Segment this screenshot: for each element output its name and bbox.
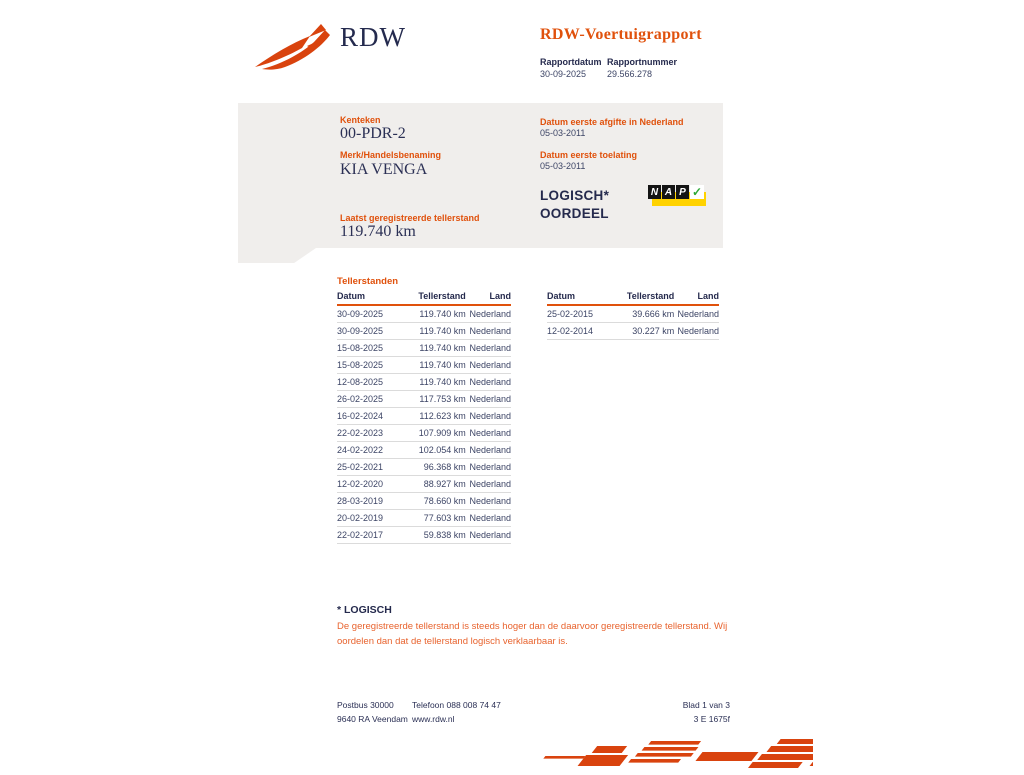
tellerstanden-title: Tellerstanden — [337, 276, 399, 287]
cell-datum: 12-08-2025 — [337, 374, 403, 391]
eerste-afgifte-value: 05-03-2011 — [540, 128, 586, 138]
cell-land: Nederland — [466, 459, 511, 476]
column-header-land: Land — [466, 289, 511, 305]
merk-value: KIA VENGA — [340, 161, 428, 178]
column-header-tellerstand: Tellerstand — [612, 289, 674, 305]
cell-tellerstand: 30.227 km — [612, 323, 674, 340]
cell-land: Nederland — [466, 425, 511, 442]
table-row — [547, 323, 719, 340]
cell-land: Nederland — [466, 408, 511, 425]
rdw-feather-logo-icon — [252, 22, 334, 72]
laatste-tellerstand-label: Laatst geregistreerde tellerstand — [340, 213, 480, 223]
cell-datum: 15-08-2025 — [337, 340, 403, 357]
cell-tellerstand: 96.368 km — [403, 459, 466, 476]
column-header-land: Land — [674, 289, 719, 305]
eerste-toelating-value: 05-03-2011 — [540, 161, 586, 171]
cell-land: Nederland — [466, 357, 511, 374]
report-number-value: 29.566.278 — [607, 69, 653, 79]
cell-tellerstand: 119.740 km — [403, 340, 466, 357]
cell-land: Nederland — [466, 493, 511, 510]
table-row — [337, 374, 511, 391]
cell-datum: 28-03-2019 — [337, 493, 403, 510]
nap-logo — [648, 185, 710, 209]
column-header-datum: Datum — [547, 289, 612, 305]
rdw-logo-text: RDW — [340, 22, 406, 52]
cell-datum: 16-02-2024 — [337, 408, 403, 425]
logisch-footnote-text: De geregistreerde tellerstand is steeds hoger dan de daarvoor geregistreerde tellerstand. Wij oordelen dan dat de tellerstand logisch verklaarbaar is. — [337, 621, 728, 647]
vehicle-summary-panel — [238, 103, 723, 248]
footer-form-code: 3 E 1675f — [693, 714, 730, 724]
cell-tellerstand: 119.740 km — [403, 323, 466, 340]
footer-phone: Telefoon 088 008 74 47 — [412, 700, 501, 710]
cell-land: Nederland — [466, 476, 511, 493]
cell-land: Nederland — [466, 374, 511, 391]
nap-letter-n: N — [648, 185, 661, 199]
table-row — [337, 425, 511, 442]
cell-land: Nederland — [466, 305, 511, 323]
table-row — [337, 527, 511, 544]
footer-website: www.rdw.nl — [412, 714, 455, 724]
table-header-row — [547, 289, 719, 305]
cell-tellerstand: 119.740 km — [403, 374, 466, 391]
cell-tellerstand: 117.753 km — [403, 391, 466, 408]
table-row — [337, 476, 511, 493]
cell-datum: 20-02-2019 — [337, 510, 403, 527]
rdw-stripes-graphic-icon — [543, 736, 813, 770]
cell-land: Nederland — [674, 305, 719, 323]
eerste-afgifte-label: Datum eerste afgifte in Nederland — [540, 117, 684, 127]
cell-datum: 26-02-2025 — [337, 391, 403, 408]
table-row — [337, 340, 511, 357]
kenteken-value: 00-PDR-2 — [340, 125, 406, 142]
table-row — [337, 459, 511, 476]
cell-tellerstand: 39.666 km — [612, 305, 674, 323]
nap-letter-p: P — [676, 185, 689, 199]
cell-tellerstand: 119.740 km — [403, 305, 466, 323]
page-title: RDW-Voertuigrapport — [540, 26, 702, 43]
cell-datum: 24-02-2022 — [337, 442, 403, 459]
cell-datum: 30-09-2025 — [337, 323, 403, 340]
cell-datum: 15-08-2025 — [337, 357, 403, 374]
column-header-tellerstand: Tellerstand — [403, 289, 466, 305]
cell-land: Nederland — [466, 323, 511, 340]
cell-land: Nederland — [466, 510, 511, 527]
cell-tellerstand: 77.603 km — [403, 510, 466, 527]
cell-datum: 25-02-2015 — [547, 305, 612, 323]
nap-checkmark-icon: ✓ — [691, 185, 703, 199]
merk-label: Merk/Handelsbenaming — [340, 150, 442, 160]
table-row — [337, 357, 511, 374]
cell-tellerstand: 107.909 km — [403, 425, 466, 442]
cell-datum: 12-02-2014 — [547, 323, 612, 340]
tellerstanden-table-right — [547, 289, 719, 340]
cell-land: Nederland — [466, 527, 511, 544]
laatste-tellerstand-value: 119.740 km — [340, 223, 416, 240]
table-row — [337, 493, 511, 510]
cell-datum: 22-02-2017 — [337, 527, 403, 544]
table-row — [337, 442, 511, 459]
cell-land: Nederland — [466, 391, 511, 408]
oordeel-line1: LOGISCH* — [540, 188, 610, 203]
cell-tellerstand: 102.054 km — [403, 442, 466, 459]
cell-tellerstand: 78.660 km — [403, 493, 466, 510]
table-row — [337, 510, 511, 527]
cell-land: Nederland — [466, 442, 511, 459]
footer-page-number: Blad 1 van 3 — [682, 700, 730, 710]
table-row — [547, 305, 719, 323]
cell-datum: 30-09-2025 — [337, 305, 403, 323]
report-date-label: Rapportdatum — [540, 57, 602, 67]
report-number-label: Rapportnummer — [607, 57, 678, 67]
cell-tellerstand: 112.623 km — [403, 408, 466, 425]
table-row — [337, 305, 511, 323]
logisch-footnote-title: * LOGISCH — [337, 604, 392, 616]
table-row — [337, 408, 511, 425]
cell-datum: 25-02-2021 — [337, 459, 403, 476]
table-row — [337, 391, 511, 408]
tellerstanden-table-left — [337, 289, 511, 544]
kenteken-label: Kenteken — [340, 115, 381, 125]
oordeel-line2: OORDEEL — [540, 206, 609, 222]
footer-address-line1: Postbus 30000 — [337, 700, 394, 710]
report-date-value: 30-09-2025 — [540, 69, 587, 79]
cell-land: Nederland — [674, 323, 719, 340]
table-header-row — [337, 289, 511, 305]
cell-datum: 22-02-2023 — [337, 425, 403, 442]
footer-address-line2: 9640 RA Veendam — [337, 714, 408, 724]
cell-tellerstand: 88.927 km — [403, 476, 466, 493]
nap-letter-a: A — [662, 185, 675, 199]
table-row — [337, 323, 511, 340]
cell-tellerstand: 59.838 km — [403, 527, 466, 544]
column-header-datum: Datum — [337, 289, 403, 305]
eerste-toelating-label: Datum eerste toelating — [540, 150, 638, 160]
cell-datum: 12-02-2020 — [337, 476, 403, 493]
cell-tellerstand: 119.740 km — [403, 357, 466, 374]
cell-land: Nederland — [466, 340, 511, 357]
oordeel-text — [540, 187, 609, 223]
